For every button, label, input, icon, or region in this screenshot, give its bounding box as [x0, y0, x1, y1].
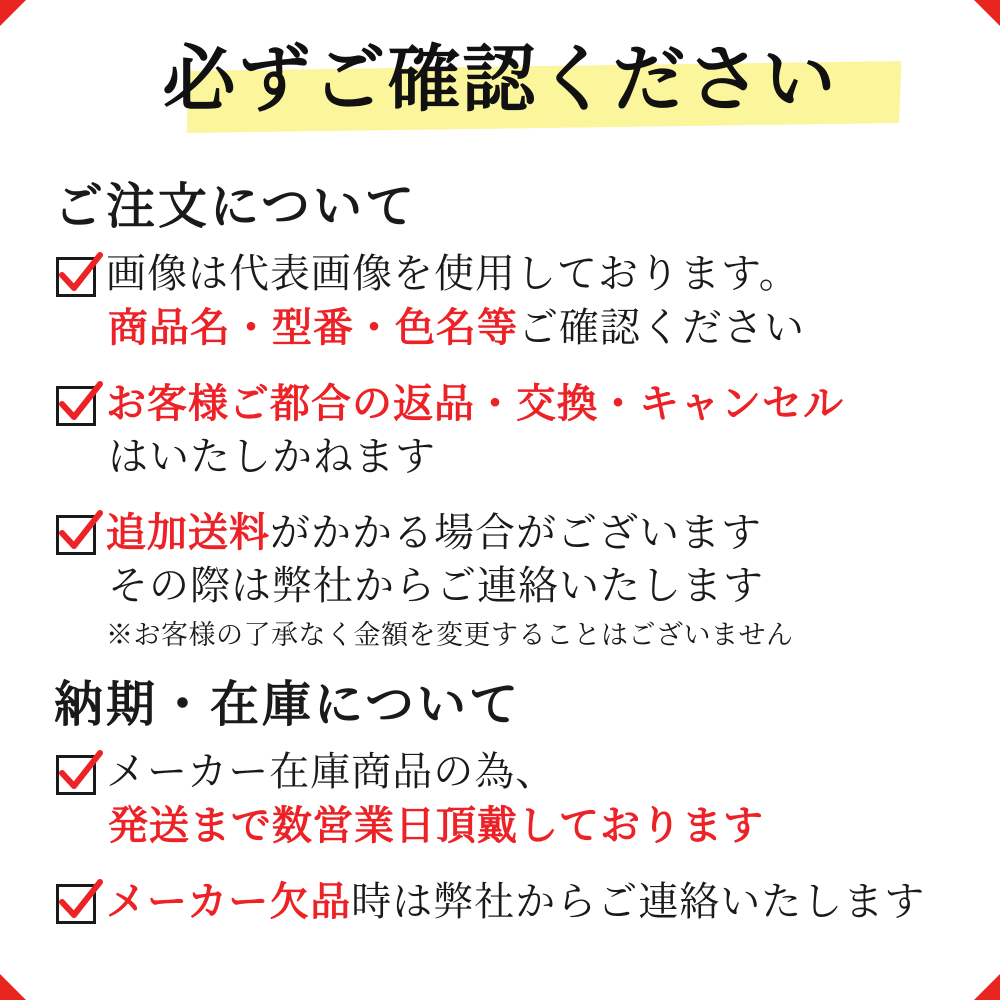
- section-heading-orders: ご注文について: [54, 177, 418, 235]
- text-emphasis: 追加送料: [106, 508, 270, 556]
- checkmark-icon: [56, 884, 96, 924]
- checkmark-icon: [56, 257, 96, 297]
- text-line: 画像は代表画像を使用しております。: [106, 251, 800, 297]
- list-item: [56, 875, 960, 929]
- list-item: [56, 506, 960, 652]
- text-line: はいたしかねます: [108, 433, 436, 480]
- text-line: 発送まで数営業日頂戴しております: [108, 802, 764, 850]
- text-emphasis: 商品名・型番・色名等: [108, 304, 518, 352]
- checkmark-icon: [56, 386, 96, 426]
- text-line: その際は弊社からご連絡いたします: [108, 562, 764, 609]
- text-line: お客様ご都合の返品・交換・キャンセル: [106, 380, 844, 428]
- text-emphasis: メーカー欠品: [106, 877, 352, 925]
- list-item: [56, 248, 960, 355]
- list-item: [56, 746, 960, 852]
- list-item-text: [106, 377, 960, 483]
- text-line: メーカー在庫商品の為、: [106, 749, 557, 796]
- section-heading-delivery-stock: 納期・在庫について: [54, 675, 522, 734]
- list-item-text: [106, 746, 960, 852]
- section-delivery-stock: [40, 666, 960, 929]
- text-line: [106, 510, 762, 556]
- list-item: [56, 377, 960, 483]
- list-item-text: [106, 875, 960, 929]
- list-item-text: [106, 506, 960, 652]
- text-line: [108, 305, 805, 351]
- footnote: ※お客様の了承なく金額を変更することはございません: [106, 620, 794, 652]
- list-item-text: [106, 248, 960, 355]
- checkmark-icon: [56, 515, 96, 555]
- text-plain: がかかる場合がございます: [270, 509, 762, 556]
- section-orders: [40, 168, 960, 652]
- text-plain: ご確認ください: [518, 305, 805, 352]
- page-title: [40, 34, 960, 146]
- text-plain: 時は弊社からご連絡いたします: [351, 878, 926, 925]
- checkmark-icon: [56, 755, 96, 795]
- page-title-text: 必ずご確認ください: [162, 36, 838, 122]
- text-line: [106, 879, 925, 925]
